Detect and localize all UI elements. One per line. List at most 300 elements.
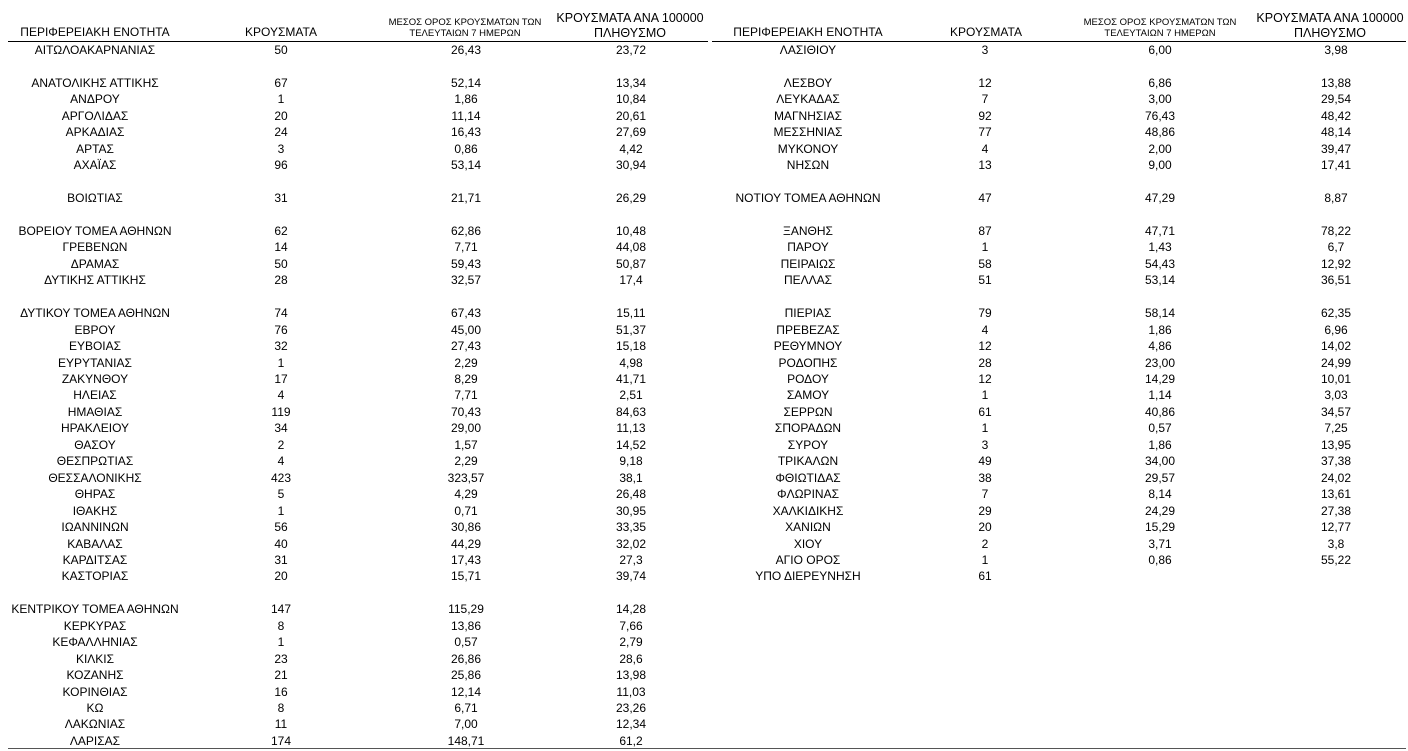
right-cell-per100k: 24,02 <box>1320 470 1352 485</box>
right-cell-per100k: 3,03 <box>1324 388 1348 403</box>
right-cell-cases: 2 <box>981 536 989 551</box>
right-cell-avg: 54,43 <box>1144 256 1176 271</box>
right-cell-cases: 12 <box>978 339 992 354</box>
left-cell-per100k: 61,2 <box>619 733 643 748</box>
right-cell-name: ΝΟΤΙΟΥ ΤΟΜΕΑ ΑΘΗΝΩΝ <box>735 191 881 206</box>
left-cell-per100k: 20,61 <box>615 108 647 123</box>
left-cell-avg: 26,43 <box>450 43 482 57</box>
right-table-row <box>0 552 1408 569</box>
right-cell-per100k: 37,38 <box>1320 454 1352 469</box>
right-table-row <box>0 420 1408 437</box>
right-cell-avg: 15,29 <box>1144 520 1176 535</box>
right-cell-name: ΧΑΛΚΙΔΙΚΗΣ <box>772 503 844 518</box>
left-cell-per100k: 26,48 <box>615 487 647 502</box>
left-cell-name: ΒΟΙΩΤΙΑΣ <box>67 191 123 206</box>
right-table-row <box>0 387 1408 404</box>
left-cell-avg: 7,71 <box>454 388 478 403</box>
left-cell-cases: 62 <box>274 223 288 238</box>
right-cell-per100k: 14,02 <box>1320 339 1352 354</box>
right-table-row <box>0 141 1408 158</box>
left-cell-name: ΘΗΡΑΣ <box>74 487 116 502</box>
right-cell-avg: 0,86 <box>1148 552 1172 567</box>
left-cell-avg: 11,14 <box>451 108 481 123</box>
left-cell-avg: 53,14 <box>450 158 482 173</box>
right-cell-cases: 49 <box>978 454 992 469</box>
left-cell-name: ΚΙΛΚΙΣ <box>75 651 115 666</box>
left-cell-cases: 20 <box>274 108 288 123</box>
left-header-avg7: ΜΕΣΟΣ ΟΡΟΣ ΚΡΟΥΣΜΑΤΩΝ ΤΩΝ ΤΕΛΕΥΤΑΙΩΝ 7 ΗΜΕΡΩΝ <box>388 17 542 40</box>
left-cell-name: ΔΥΤΙΚΟΥ ΤΟΜΕΑ ΑΘΗΝΩΝ <box>20 306 170 321</box>
left-cell-per100k: 13,98 <box>615 668 647 683</box>
right-cell-cases: 61 <box>978 569 992 584</box>
left-cell-avg: 67,43 <box>450 306 482 321</box>
right-table-row <box>0 470 1408 487</box>
right-cell-per100k: 3,98 <box>1324 43 1348 57</box>
right-cell-cases: 77 <box>978 125 992 140</box>
right-cell-name: ΠΙΕΡΙΑΣ <box>784 306 832 321</box>
left-cell-name: ΖΑΚΥΝΘΟΥ <box>61 372 129 386</box>
right-cell-name: ΠΡΕΒΕΖΑΣ <box>776 322 840 337</box>
left-cell-cases: 76 <box>274 322 288 337</box>
left-cell-name: ΘΕΣΣΑΛΟΝΙΚΗΣ <box>48 470 142 485</box>
left-cell-avg: 30,86 <box>450 520 482 535</box>
right-cell-cases: 1 <box>981 421 989 436</box>
left-cell-cases: 20 <box>274 569 288 584</box>
left-cell-cases: 423 <box>270 470 292 485</box>
left-cell-name: ΚΕΝΤΡΙΚΟΥ ΤΟΜΕΑ ΑΘΗΝΩΝ <box>11 602 179 617</box>
left-cell-avg: 15,71 <box>450 569 482 584</box>
left-cell-cases: 96 <box>274 158 288 173</box>
right-cell-name: ΡΕΘΥΜΝΟΥ <box>773 339 843 354</box>
right-cell-cases: 13 <box>978 158 992 173</box>
right-table-row <box>0 75 1408 92</box>
right-cell-per100k: 7,25 <box>1324 421 1348 436</box>
left-cell-name: ΗΡΑΚΛΕΙΟΥ <box>60 421 130 436</box>
right-cell-cases: 4 <box>981 322 989 337</box>
right-cell-cases: 79 <box>978 306 992 321</box>
left-cell-per100k: 11,03 <box>616 684 646 699</box>
left-cell-cases: 56 <box>274 520 288 535</box>
left-cell-cases: 1 <box>277 355 285 370</box>
right-cell-per100k: 8,87 <box>1324 191 1348 206</box>
left-cell-cases: 40 <box>274 536 288 551</box>
right-cell-name: ΣΑΜΟΥ <box>786 388 830 403</box>
left-cell-per100k: 15,18 <box>615 339 647 354</box>
left-cell-avg: 4,29 <box>454 487 478 502</box>
left-cell-avg: 45,00 <box>450 322 482 337</box>
left-table-row <box>0 700 1408 717</box>
right-cell-name: ΞΑΝΘΗΣ <box>783 223 833 238</box>
right-cell-name: ΜΑΓΝΗΣΙΑΣ <box>773 108 843 123</box>
right-cell-per100k: 55,22 <box>1320 552 1352 567</box>
left-cell-per100k: 51,37 <box>615 322 647 337</box>
left-cell-per100k: 4,42 <box>619 141 643 156</box>
left-cell-name: ΑΡΚΑΔΙΑΣ <box>65 125 125 140</box>
left-cell-avg: 13,86 <box>450 618 482 633</box>
left-cell-avg: 1,86 <box>454 92 478 107</box>
left-cell-name: ΘΑΣΟΥ <box>74 437 116 452</box>
right-table-row <box>0 108 1408 125</box>
right-cell-cases: 51 <box>978 273 992 288</box>
right-cell-avg: 3,00 <box>1148 92 1172 107</box>
left-cell-per100k: 17,4 <box>619 273 643 288</box>
right-table-row <box>0 453 1408 470</box>
right-table-row <box>0 91 1408 108</box>
left-cell-avg: 21,71 <box>450 191 482 206</box>
left-cell-cases: 2 <box>277 437 285 452</box>
left-cell-name: ΑΝΑΤΟΛΙΚΗΣ ΑΤΤΙΚΗΣ <box>31 75 159 90</box>
right-table-row <box>0 239 1408 256</box>
right-cell-cases: 58 <box>978 256 992 271</box>
bottom-rule <box>8 748 1406 749</box>
left-cell-name: ΙΘΑΚΗΣ <box>72 503 118 518</box>
left-cell-per100k: 41,71 <box>615 372 647 386</box>
left-header-cases: ΚΡΟΥΣΜΑΤΑ <box>245 25 317 40</box>
left-cell-per100k: 84,63 <box>615 404 647 419</box>
right-table-row <box>0 568 1408 585</box>
left-cell-per100k: 44,08 <box>615 240 647 255</box>
right-cell-name: ΡΟΔΟΥ <box>787 372 829 386</box>
right-cell-cases: 1 <box>981 388 989 403</box>
left-cell-name: ΗΛΕΙΑΣ <box>73 388 117 403</box>
left-cell-cases: 24 <box>274 125 288 140</box>
left-cell-avg: 115,29 <box>448 602 484 617</box>
left-cell-avg: 6,71 <box>454 701 478 715</box>
right-table-row <box>0 256 1408 273</box>
left-cell-avg: 2,29 <box>454 355 478 370</box>
left-cell-per100k: 10,84 <box>615 92 647 107</box>
right-table-row <box>0 190 1408 207</box>
left-cell-avg: 12,14 <box>450 684 482 699</box>
left-cell-name: ΚΕΡΚΥΡΑΣ <box>63 618 127 633</box>
left-cell-avg: 62,86 <box>450 223 482 238</box>
right-cell-avg: 1,14 <box>1148 388 1172 403</box>
left-table-row <box>0 716 1408 733</box>
left-cell-avg: 8,29 <box>454 372 478 386</box>
right-cell-per100k: 34,57 <box>1320 404 1352 419</box>
left-cell-per100k: 7,66 <box>619 618 643 633</box>
right-cell-cases: 28 <box>978 355 992 370</box>
left-cell-per100k: 4,98 <box>619 355 643 370</box>
left-cell-per100k: 11,13 <box>616 421 646 436</box>
left-cell-name: ΑΙΤΩΛΟΑΚΑΡΝΑΝΙΑΣ <box>34 43 156 57</box>
left-cell-avg: 29,00 <box>450 421 482 436</box>
left-cell-avg: 25,86 <box>450 668 482 683</box>
right-cell-name: ΧΙΟΥ <box>793 536 823 551</box>
left-cell-name: ΚΟΡΙΝΘΙΑΣ <box>62 684 128 699</box>
left-cell-avg: 27,43 <box>450 339 482 354</box>
left-table-row <box>0 634 1408 651</box>
left-cell-per100k: 15,11 <box>616 306 646 321</box>
right-cell-avg: 0,57 <box>1148 421 1172 436</box>
right-cell-cases: 7 <box>981 487 989 502</box>
right-cell-avg: 6,86 <box>1148 75 1172 90</box>
right-cell-avg: 9,00 <box>1148 158 1172 173</box>
left-cell-cases: 4 <box>277 454 285 469</box>
left-cell-avg: 32,57 <box>450 273 482 288</box>
left-cell-per100k: 39,74 <box>615 569 647 584</box>
right-cell-per100k: 62,35 <box>1320 306 1352 321</box>
left-cell-avg: 148,71 <box>447 733 485 748</box>
right-cell-cases: 47 <box>978 191 992 206</box>
right-cell-avg: 29,57 <box>1144 470 1176 485</box>
left-cell-cases: 4 <box>277 388 285 403</box>
right-cell-per100k: 48,42 <box>1320 108 1352 123</box>
right-cell-avg: 8,14 <box>1148 487 1172 502</box>
right-cell-name: ΥΠΟ ΔΙΕΡΕΥΝΗΣΗ <box>755 569 861 584</box>
right-cell-cases: 92 <box>978 108 992 123</box>
right-cell-name: ΛΕΣΒΟΥ <box>783 75 833 90</box>
left-cell-cases: 1 <box>277 92 285 107</box>
left-cell-name: ΑΡΤΑΣ <box>76 141 114 156</box>
right-cell-cases: 3 <box>981 437 989 452</box>
left-cell-cases: 21 <box>274 668 288 683</box>
right-cell-name: ΤΡΙΚΑΛΩΝ <box>777 454 839 469</box>
left-cell-per100k: 9,18 <box>619 454 643 469</box>
left-cell-per100k: 50,87 <box>615 256 647 271</box>
right-table-row <box>0 223 1408 240</box>
left-cell-cases: 50 <box>274 43 288 57</box>
left-cell-avg: 7,00 <box>454 717 478 732</box>
left-cell-cases: 50 <box>274 256 288 271</box>
right-cell-name: ΠΕΙΡΑΙΩΣ <box>780 256 836 271</box>
left-cell-per100k: 30,95 <box>615 503 647 518</box>
left-cell-cases: 23 <box>274 651 288 666</box>
right-cell-per100k: 10,01 <box>1320 372 1352 386</box>
left-cell-avg: 7,71 <box>454 240 478 255</box>
right-cell-name: ΣΕΡΡΩΝ <box>783 404 833 419</box>
left-cell-name: ΔΡΑΜΑΣ <box>70 256 120 271</box>
left-cell-per100k: 23,26 <box>615 701 647 715</box>
left-cell-per100k: 23,72 <box>615 43 647 57</box>
right-table-row <box>0 536 1408 553</box>
left-cell-cases: 119 <box>271 404 291 419</box>
right-table-row <box>0 355 1408 372</box>
right-cell-avg: 1,86 <box>1148 322 1172 337</box>
right-header-avg7: ΜΕΣΟΣ ΟΡΟΣ ΚΡΟΥΣΜΑΤΩΝ ΤΩΝ ΤΕΛΕΥΤΑΙΩΝ 7 ΗΜΕΡΩΝ <box>1083 17 1237 40</box>
left-cell-avg: 0,86 <box>454 141 478 156</box>
right-cell-cases: 3 <box>981 43 989 57</box>
left-cell-name: ΚΑΡΔΙΤΣΑΣ <box>62 552 128 567</box>
left-header-region: ΠΕΡΙΦΕΡΕΙΑΚΗ ΕΝΟΤΗΤΑ <box>20 25 170 40</box>
left-cell-name: ΓΡΕΒΕΝΩΝ <box>62 240 128 255</box>
left-table-row <box>0 733 1408 750</box>
right-cell-avg: 47,29 <box>1144 191 1176 206</box>
right-cell-per100k: 13,95 <box>1320 437 1352 452</box>
right-cell-name: ΑΓΙΟ ΟΡΟΣ <box>775 552 841 567</box>
left-cell-name: ΕΥΡΥΤΑΝΙΑΣ <box>58 355 132 370</box>
right-cell-cases: 4 <box>981 141 989 156</box>
left-cell-avg: 70,43 <box>450 404 482 419</box>
right-cell-name: ΛΑΣΙΘΙΟΥ <box>779 43 837 57</box>
right-cell-avg: 47,71 <box>1144 223 1176 238</box>
right-cell-name: ΛΕΥΚΑΔΑΣ <box>776 92 840 107</box>
left-cell-name: ΛΑΡΙΣΑΣ <box>69 733 121 748</box>
left-cell-name: ΙΩΑΝΝΙΝΩΝ <box>61 520 129 535</box>
left-cell-cases: 17 <box>274 372 288 386</box>
left-cell-avg: 0,71 <box>454 503 478 518</box>
left-cell-per100k: 13,34 <box>615 75 647 90</box>
left-table-row <box>0 684 1408 701</box>
right-cell-avg: 76,43 <box>1144 108 1176 123</box>
left-cell-per100k: 27,3 <box>619 552 643 567</box>
right-cell-per100k: 6,96 <box>1324 322 1348 337</box>
right-cell-name: ΜΥΚΟΝΟΥ <box>777 141 839 156</box>
right-cell-name: ΠΕΛΛΑΣ <box>783 273 833 288</box>
left-cell-name: ΚΩ <box>86 701 104 715</box>
right-header-per100k: ΚΡΟΥΣΜΑΤΑ ΑΝΑ 100000 ΠΛΗΘΥΣΜΟ <box>1256 11 1404 40</box>
left-table-row <box>0 651 1408 668</box>
right-table-row <box>0 371 1408 388</box>
left-cell-cases: 28 <box>274 273 288 288</box>
right-cell-name: ΣΠΟΡΑΔΩΝ <box>774 421 842 436</box>
left-cell-cases: 3 <box>277 141 285 156</box>
left-cell-avg: 2,29 <box>454 454 478 469</box>
right-cell-per100k: 3,8 <box>1327 536 1345 551</box>
left-cell-cases: 74 <box>274 306 288 321</box>
left-cell-cases: 31 <box>274 552 288 567</box>
left-table-row <box>0 667 1408 684</box>
right-cell-name: ΦΛΩΡΙΝΑΣ <box>777 487 839 502</box>
left-cell-cases: 5 <box>277 487 285 502</box>
right-cell-avg: 23,00 <box>1144 355 1176 370</box>
right-cell-per100k: 39,47 <box>1320 141 1352 156</box>
right-cell-avg: 1,86 <box>1148 437 1172 452</box>
left-cell-avg: 1,57 <box>454 437 478 452</box>
left-cell-cases: 32 <box>274 339 288 354</box>
right-cell-cases: 29 <box>978 503 992 518</box>
right-cell-name: ΧΑΝΙΩΝ <box>785 520 831 535</box>
left-cell-avg: 17,43 <box>450 552 482 567</box>
left-cell-name: ΛΑΚΩΝΙΑΣ <box>64 717 126 732</box>
right-table-row <box>0 486 1408 503</box>
left-cell-cases: 147 <box>270 602 292 617</box>
left-cell-name: ΚΟΖΑΝΗΣ <box>66 668 124 683</box>
right-cell-per100k: 17,41 <box>1320 158 1352 173</box>
left-cell-cases: 174 <box>270 733 292 748</box>
right-cell-avg: 2,00 <box>1148 141 1172 156</box>
right-cell-name: ΦΘΙΩΤΙΔΑΣ <box>775 470 841 485</box>
right-cell-cases: 7 <box>981 92 989 107</box>
left-cell-per100k: 33,35 <box>615 520 647 535</box>
left-cell-per100k: 14,28 <box>615 602 647 617</box>
left-cell-name: ΚΕΦΑΛΛΗΝΙΑΣ <box>52 635 138 650</box>
left-cell-cases: 8 <box>277 618 285 633</box>
right-cell-cases: 1 <box>981 240 989 255</box>
right-cell-per100k: 6,7 <box>1327 240 1345 255</box>
left-cell-name: ΑΝΔΡΟΥ <box>70 92 120 107</box>
right-cell-cases: 38 <box>978 470 992 485</box>
right-table-row <box>0 124 1408 141</box>
right-table-row <box>0 322 1408 339</box>
right-cell-name: ΜΕΣΣΗΝΙΑΣ <box>773 125 843 140</box>
left-cell-cases: 31 <box>274 191 288 206</box>
left-cell-per100k: 30,94 <box>615 158 647 173</box>
left-cell-name: ΑΡΓΟΛΙΔΑΣ <box>61 108 129 123</box>
right-table-row <box>0 42 1408 59</box>
left-cell-name: ΒΟΡΕΙΟΥ ΤΟΜΕΑ ΑΘΗΝΩΝ <box>18 223 172 238</box>
right-cell-avg: 1,43 <box>1148 240 1172 255</box>
left-header-per100k: ΚΡΟΥΣΜΑΤΑ ΑΝΑ 100000 ΠΛΗΘΥΣΜΟ <box>556 11 704 40</box>
left-cell-per100k: 2,51 <box>619 388 643 403</box>
right-cell-per100k: 13,61 <box>1320 487 1352 502</box>
left-cell-per100k: 10,48 <box>615 223 647 238</box>
right-cell-per100k: 29,54 <box>1320 92 1352 107</box>
right-cell-cases: 12 <box>978 372 992 386</box>
right-table-row <box>0 503 1408 520</box>
left-cell-per100k: 2,79 <box>619 635 643 650</box>
left-cell-avg: 59,43 <box>450 256 482 271</box>
left-cell-per100k: 28,6 <box>619 651 643 666</box>
right-cell-cases: 61 <box>978 404 992 419</box>
left-cell-cases: 11 <box>274 717 288 732</box>
left-cell-avg: 0,57 <box>454 635 478 650</box>
left-cell-per100k: 32,02 <box>615 536 647 551</box>
right-cell-cases: 1 <box>981 552 989 567</box>
left-cell-avg: 26,86 <box>450 651 482 666</box>
right-cell-per100k: 78,22 <box>1320 223 1352 238</box>
left-cell-per100k: 38,1 <box>619 470 643 485</box>
left-cell-name: ΚΑΣΤΟΡΙΑΣ <box>61 569 129 584</box>
right-cell-avg: 6,00 <box>1148 43 1172 57</box>
left-cell-cases: 1 <box>277 503 285 518</box>
right-cell-avg: 34,00 <box>1144 454 1176 469</box>
right-table-row <box>0 437 1408 454</box>
right-cell-per100k: 24,99 <box>1320 355 1352 370</box>
right-cell-cases: 12 <box>978 75 992 90</box>
left-cell-avg: 323,57 <box>447 470 485 485</box>
left-cell-cases: 1 <box>277 635 285 650</box>
left-cell-avg: 16,43 <box>450 125 482 140</box>
left-cell-name: ΕΒΡΟΥ <box>74 322 116 337</box>
right-table-row <box>0 338 1408 355</box>
right-header-cases: ΚΡΟΥΣΜΑΤΑ <box>950 25 1022 40</box>
right-cell-cases: 20 <box>978 520 992 535</box>
right-cell-name: ΝΗΣΩΝ <box>786 158 830 173</box>
right-cell-avg: 3,71 <box>1148 536 1172 551</box>
right-table-row <box>0 404 1408 421</box>
right-cell-per100k: 27,38 <box>1320 503 1352 518</box>
right-cell-name: ΣΥΡΟΥ <box>787 437 829 452</box>
left-cell-cases: 8 <box>277 701 285 715</box>
left-cell-per100k: 12,34 <box>615 717 647 732</box>
right-cell-per100k: 36,51 <box>1320 273 1352 288</box>
left-cell-cases: 14 <box>274 240 288 255</box>
left-cell-name: ΑΧΑΪΑΣ <box>73 158 117 173</box>
right-cell-avg: 48,86 <box>1144 125 1176 140</box>
right-cell-per100k: 13,88 <box>1320 75 1352 90</box>
right-header-region: ΠΕΡΙΦΕΡΕΙΑΚΗ ΕΝΟΤΗΤΑ <box>733 25 883 40</box>
right-cell-name: ΡΟΔΟΠΗΣ <box>778 355 838 370</box>
left-cell-name: ΚΑΒΑΛΑΣ <box>67 536 123 551</box>
left-cell-name: ΘΕΣΠΡΩΤΙΑΣ <box>56 454 134 469</box>
left-cell-per100k: 27,69 <box>615 125 647 140</box>
left-table-row <box>0 601 1408 618</box>
right-cell-avg: 58,14 <box>1144 306 1176 321</box>
left-cell-avg: 52,14 <box>450 75 482 90</box>
right-cell-avg: 14,29 <box>1144 372 1176 386</box>
left-cell-cases: 67 <box>274 75 288 90</box>
left-cell-cases: 16 <box>274 684 288 699</box>
right-table-row <box>0 272 1408 289</box>
right-table-row <box>0 519 1408 536</box>
right-cell-cases: 87 <box>978 223 992 238</box>
right-table-row <box>0 157 1408 174</box>
right-cell-per100k: 12,92 <box>1320 256 1352 271</box>
left-cell-name: ΗΜΑΘΙΑΣ <box>67 404 123 419</box>
right-cell-per100k: 48,14 <box>1320 125 1352 140</box>
right-cell-per100k: 12,77 <box>1320 520 1352 535</box>
